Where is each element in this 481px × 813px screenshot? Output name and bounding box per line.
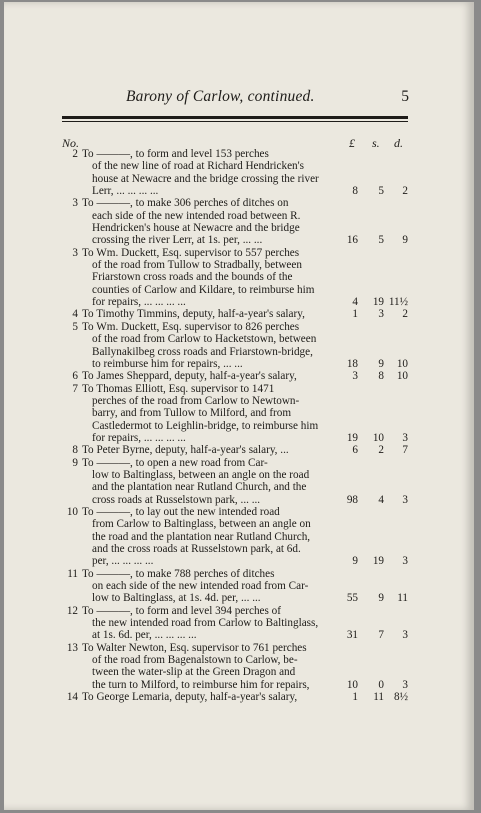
entry-text-line: To ———, to form and level 394 perches of [82, 604, 281, 617]
entry-text-line: of the new line of road at Richard Hendricken's [92, 160, 305, 173]
amount-pence: 8½ [394, 691, 408, 704]
entry-text-line: low to Baltinglass, between an angle on the road [92, 468, 310, 481]
account-entry [4, 444, 474, 456]
entry-text-line: on each side of the new intended road from Car- [92, 580, 309, 593]
amount-pounds: 31 [346, 629, 358, 642]
entry-text-line: per, ... ... ... ... [92, 555, 154, 568]
amount-shillings: 11 [373, 691, 384, 704]
amount-pounds: 16 [346, 234, 358, 247]
amount-pounds: 18 [346, 357, 358, 370]
header-rule-thick [62, 116, 408, 119]
page-number: 5 [401, 88, 409, 105]
entry-text-line: house at Newacre and the bridge crossing the river [92, 172, 319, 185]
entry-text-line: barry, and from Tullow to Milford, and from [92, 407, 292, 420]
entry-text-line: the turn to Milford, to reimburse him for repairs, [92, 678, 310, 691]
entry-number: 3 [72, 197, 78, 210]
entry-number: 6 [72, 370, 78, 383]
amount-pence: 3 [402, 555, 408, 568]
header-rule-thin [62, 121, 408, 122]
entry-text-line: at 1s. 6d. per, ... ... ... ... [92, 629, 197, 642]
entry-text-line: Ballynakilbeg cross roads and Friarstown-bridge, [92, 345, 313, 358]
account-entry [4, 457, 474, 506]
amount-shillings: 7 [378, 629, 384, 642]
entry-text-line: of the road from Tullow to Stradbally, between [92, 259, 302, 272]
entry-text-line: of the road from Carlow to Hacketstown, between [92, 333, 317, 346]
entry-text-line: To ———, to lay out the new intended road [82, 505, 280, 518]
entry-text-line: To Thomas Elliott, Esq. supervisor to 1471 [82, 382, 275, 395]
amount-pounds: 3 [352, 370, 358, 383]
running-title: Barony of Carlow, continued. [126, 88, 315, 105]
entry-number: 4 [72, 308, 78, 321]
amount-shillings: 4 [378, 493, 384, 506]
amount-shillings: 5 [378, 185, 384, 198]
amount-shillings: 8 [378, 370, 384, 383]
account-entry [4, 370, 474, 382]
amount-shillings: 9 [378, 592, 384, 605]
amount-pounds: 4 [352, 296, 358, 309]
account-entry [4, 691, 474, 703]
entry-number: 2 [72, 148, 78, 160]
column-header-shillings: s. [372, 136, 380, 150]
entry-text-line: cross roads at Russelstown park, ... ... [92, 493, 261, 506]
entry-text-line: Friarstown cross roads and the bounds of the [92, 271, 293, 284]
entry-text-line: tween the water-slip at the Green Dragon and [92, 666, 296, 679]
entry-text-line: Hendricken's house at Newacre and the bridge [92, 222, 300, 235]
column-header-pounds: £ [349, 136, 355, 150]
column-header-number: No. [62, 136, 80, 150]
amount-pence: 3 [402, 493, 408, 506]
account-entry [4, 383, 474, 445]
entry-text-line: Lerr, ... ... ... ... [92, 185, 159, 198]
entry-text-line: To James Sheppard, deputy, half-a-year's salary, [82, 370, 297, 383]
page-header [64, 88, 409, 112]
entry-text-line: To ———, to make 306 perches of ditches on [82, 197, 289, 210]
amount-shillings: 0 [378, 678, 384, 691]
entry-number: 14 [66, 691, 78, 704]
book-page [4, 2, 474, 810]
entry-number: 12 [66, 604, 78, 617]
entry-text-line: To ———, to make 788 perches of ditches [82, 567, 275, 580]
amount-pence: 3 [402, 431, 408, 444]
entry-number: 3 [72, 246, 78, 259]
account-entries [4, 148, 474, 703]
entry-number: 13 [66, 641, 78, 654]
amount-pounds: 1 [352, 691, 358, 704]
entry-number: 9 [72, 456, 78, 469]
entry-text-line: each side of the new intended road between R. [92, 209, 301, 222]
entry-text-line: to reimburse him for repairs, ... ... [92, 357, 243, 370]
entry-text-line: for repairs, ... ... ... ... [92, 431, 186, 444]
amount-pence: 7 [402, 444, 408, 457]
amount-pence: 10 [396, 370, 408, 383]
entry-text-line: for repairs, ... ... ... ... [92, 296, 186, 309]
account-entry [4, 605, 474, 642]
amount-pounds: 8 [352, 185, 358, 198]
entry-number: 7 [72, 382, 78, 395]
amount-shillings: 19 [372, 296, 384, 309]
entry-text-line: To George Lemaria, deputy, half-a-year's salary, [82, 691, 298, 704]
amount-pounds: 9 [352, 555, 358, 568]
entry-number: 8 [72, 444, 78, 457]
amount-shillings: 5 [378, 234, 384, 247]
entry-number: 10 [66, 505, 78, 518]
amount-pounds: 98 [346, 493, 358, 506]
amount-shillings: 2 [378, 444, 384, 457]
account-entry [4, 148, 474, 197]
amount-pence: 10 [396, 357, 408, 370]
entry-text-line: and the cross roads at Russelstown park, at 6d. [92, 543, 301, 555]
amount-pence: 2 [402, 185, 408, 198]
amount-pence: 3 [402, 629, 408, 642]
account-entry [4, 247, 474, 309]
amount-pence: 2 [402, 308, 408, 321]
amount-pounds: 1 [352, 308, 358, 321]
entry-text-line: To ———, to form and level 153 perches [82, 148, 269, 160]
entry-text-line: from Carlow to Baltinglass, between an angle on [92, 518, 311, 531]
account-entry [4, 568, 474, 605]
entry-text-line: To Peter Byrne, deputy, half-a-year's salary, ... [82, 444, 289, 457]
account-entry [4, 321, 474, 370]
amount-pence: 3 [402, 678, 408, 691]
entry-text-line: and the plantation near Rutland Church, and the [92, 481, 307, 494]
account-entry [4, 506, 474, 568]
account-entry [4, 308, 474, 320]
amount-shillings: 10 [372, 431, 384, 444]
entry-number: 5 [72, 320, 78, 333]
amount-pence: 11 [397, 592, 408, 605]
amount-shillings: 19 [372, 555, 384, 568]
entry-text-line: Castledermot to Leighlin-bridge, to reimburse him [92, 419, 319, 432]
entry-text-line: the road and the plantation near Rutland Church, [92, 530, 311, 543]
amount-pence: 11½ [388, 296, 408, 309]
column-header-pence: d. [394, 136, 403, 150]
account-entry [4, 197, 474, 246]
entry-text-line: perches of the road from Carlow to Newtown- [92, 394, 300, 407]
entry-text-line: To Wm. Duckett, Esq. supervisor to 557 perches [82, 246, 300, 259]
entry-text-line: crossing the river Lerr, at 1s. per, ... ... [92, 234, 263, 247]
amount-pounds: 10 [346, 678, 358, 691]
entry-text-line: To ———, to open a new road from Car- [82, 456, 268, 469]
entry-text-line: To Walter Newton, Esq. supervisor to 761 perches [82, 641, 307, 654]
amount-pence: 9 [402, 234, 408, 247]
amount-pounds: 6 [352, 444, 358, 457]
entry-text-line: of the road from Bagenalstown to Carlow, be- [92, 654, 298, 667]
entry-text-line: To Wm. Duckett, Esq. supervisor to 826 perches [82, 320, 300, 333]
entry-number: 11 [67, 567, 78, 580]
entry-text-line: low to Baltinglass, at 1s. 4d. per, ... ... [92, 592, 261, 605]
amount-shillings: 3 [378, 308, 384, 321]
amount-pounds: 55 [346, 592, 358, 605]
amount-shillings: 9 [378, 357, 384, 370]
entry-text-line: To Timothy Timmins, deputy, half-a-year's salary, [82, 308, 305, 321]
account-entry [4, 642, 474, 691]
amount-pounds: 19 [346, 431, 358, 444]
entry-text-line: the new intended road from Carlow to Baltinglass, [92, 617, 319, 630]
entry-text-line: counties of Carlow and Kildare, to reimburse him [92, 283, 315, 296]
